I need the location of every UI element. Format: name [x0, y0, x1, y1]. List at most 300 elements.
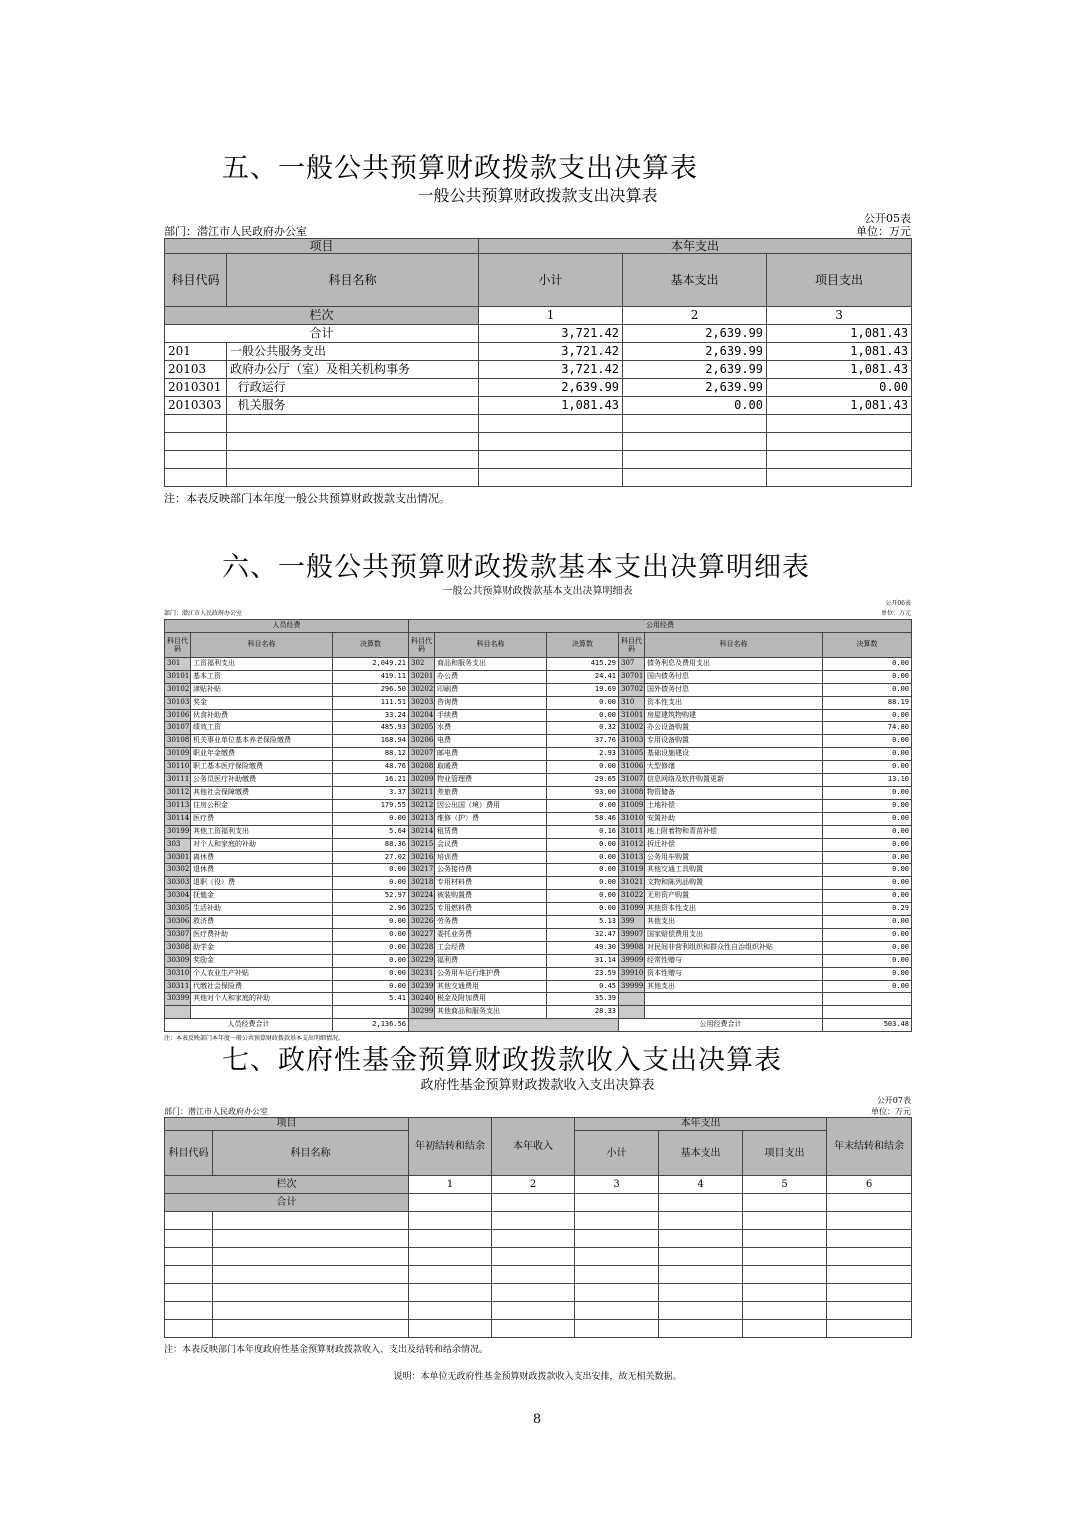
public-code: 30226 — [409, 916, 435, 929]
person-code: 30303 — [165, 877, 191, 890]
person-amount: 27.02 — [333, 851, 409, 864]
person-code: 301 — [165, 657, 191, 670]
person-amount: 179.55 — [333, 799, 409, 812]
public-amount: 93.00 — [547, 786, 619, 799]
person-amount: 485.93 — [333, 722, 409, 735]
other-name: 国内债务付息 — [645, 670, 823, 683]
empty-row — [165, 1248, 912, 1266]
table-6-block — [164, 582, 911, 1042]
public-code: 30217 — [409, 864, 435, 877]
header-name: 科目名称 — [645, 632, 823, 657]
empty-row — [165, 415, 912, 433]
person-name: 救济费 — [191, 916, 333, 929]
other-code: 31011 — [619, 825, 645, 838]
table-row — [165, 903, 912, 916]
meta-row — [164, 225, 911, 238]
table-5-block — [164, 183, 911, 506]
other-name: 资本性赠与 — [645, 967, 823, 980]
other-name: 经常性赠与 — [645, 954, 823, 967]
col-index: 2 — [623, 307, 767, 325]
other-name: 房屋建筑物购建 — [645, 709, 823, 722]
public-amount: 0.45 — [547, 980, 619, 993]
public-amount: 0.00 — [547, 838, 619, 851]
public-amount: 0.00 — [547, 709, 619, 722]
other-name — [645, 1006, 823, 1019]
lanci-label: 栏次 — [165, 307, 479, 325]
table-row — [165, 838, 912, 851]
government-fund-table — [164, 1117, 912, 1338]
person-name: 代缴社会保险费 — [191, 980, 333, 993]
other-code: 31008 — [619, 786, 645, 799]
public-name: 咨询费 — [435, 696, 547, 709]
public-name: 公务接待费 — [435, 864, 547, 877]
person-amount: 419.11 — [333, 670, 409, 683]
row-basic: 0.00 — [623, 397, 767, 415]
public-amount: 49.30 — [547, 941, 619, 954]
public-name: 被装购置费 — [435, 890, 547, 903]
person-name — [191, 1006, 333, 1019]
person-code: 30113 — [165, 799, 191, 812]
other-code: 31007 — [619, 774, 645, 787]
public-name: 其他交通费用 — [435, 980, 547, 993]
empty-row — [165, 469, 912, 487]
public-code: 30213 — [409, 812, 435, 825]
table-row — [165, 825, 912, 838]
other-amount: 0.00 — [823, 812, 912, 825]
header-year-income: 本年收入 — [492, 1118, 575, 1176]
person-name: 津贴补贴 — [191, 683, 333, 696]
table-row — [165, 343, 912, 361]
public-amount: 2.93 — [547, 748, 619, 761]
other-code: 31003 — [619, 735, 645, 748]
table-row — [165, 1006, 912, 1019]
person-code: 30301 — [165, 851, 191, 864]
person-code: 30110 — [165, 761, 191, 774]
person-amount: 0.00 — [333, 967, 409, 980]
total-label: 合计 — [165, 1194, 409, 1212]
section-5-heading: 五、一般公共预算财政拨款支出决算表 — [222, 153, 698, 184]
public-name: 专用材料费 — [435, 877, 547, 890]
table-row — [165, 890, 912, 903]
public-name: 专用燃料费 — [435, 903, 547, 916]
person-amount: 16.21 — [333, 774, 409, 787]
page-number: 8 — [532, 1412, 542, 1427]
row-subtotal: 3,721.42 — [479, 361, 623, 379]
public-name: 其他商品和服务支出 — [435, 1006, 547, 1019]
person-name: 伙食补助费 — [191, 709, 333, 722]
person-name: 医疗费 — [191, 812, 333, 825]
person-amount: 0.00 — [333, 941, 409, 954]
person-code: 30106 — [165, 709, 191, 722]
other-name: 国外债务付息 — [645, 683, 823, 696]
other-code: 39907 — [619, 928, 645, 941]
row-code: 201 — [165, 343, 227, 361]
other-amount: 0.00 — [823, 735, 912, 748]
table-row — [165, 851, 912, 864]
header-code: 科目代码 — [165, 254, 227, 307]
other-amount: 0.00 — [823, 864, 912, 877]
meta-row — [164, 1106, 911, 1117]
public-name: 劳务费 — [435, 916, 547, 929]
person-amount: 0.00 — [333, 928, 409, 941]
person-name: 机关事业单位基本养老保险缴费 — [191, 735, 333, 748]
public-code: 30202 — [409, 683, 435, 696]
other-amount: 0.00 — [823, 967, 912, 980]
person-amount: 0.00 — [333, 980, 409, 993]
person-amount: 0.00 — [333, 877, 409, 890]
table-row — [165, 954, 912, 967]
person-name: 绩效工资 — [191, 722, 333, 735]
other-name: 对民间非营利组织和群众性自治组织补贴 — [645, 941, 823, 954]
other-name: 其他资本性支出 — [645, 903, 823, 916]
header-basic: 基本支出 — [623, 254, 767, 307]
other-amount: 0.00 — [823, 838, 912, 851]
col-index: 6 — [827, 1176, 912, 1194]
other-name: 信息网络及软件购置更新 — [645, 774, 823, 787]
empty-row — [165, 1302, 912, 1320]
table-row — [165, 812, 912, 825]
public-name: 福利费 — [435, 954, 547, 967]
public-amount: 37.76 — [547, 735, 619, 748]
other-name: 土地补偿 — [645, 799, 823, 812]
person-amount: 48.76 — [333, 761, 409, 774]
other-code: 31013 — [619, 851, 645, 864]
table-row — [165, 993, 912, 1006]
table-row — [165, 696, 912, 709]
section-7-heading: 七、政府性基金预算财政拨款收入支出决算表 — [222, 1045, 782, 1076]
other-amount: 0.00 — [823, 799, 912, 812]
public-name: 电费 — [435, 735, 547, 748]
public-amount: 0.00 — [547, 903, 619, 916]
other-amount: 0.00 — [823, 825, 912, 838]
public-code: 30205 — [409, 722, 435, 735]
person-name: 住房公积金 — [191, 799, 333, 812]
other-amount: 0.00 — [823, 877, 912, 890]
public-name: 印刷费 — [435, 683, 547, 696]
other-name: 无形资产购置 — [645, 890, 823, 903]
other-amount: 0.00 — [823, 916, 912, 929]
public-name: 委托业务费 — [435, 928, 547, 941]
person-code: 30302 — [165, 864, 191, 877]
row-project: 1,081.43 — [767, 343, 912, 361]
other-name: 债务利息及费用支出 — [645, 657, 823, 670]
row-basic: 2,639.99 — [623, 343, 767, 361]
other-amount: 0.00 — [823, 954, 912, 967]
public-amount: 5.13 — [547, 916, 619, 929]
person-amount: 88.12 — [333, 748, 409, 761]
other-code: 31099 — [619, 903, 645, 916]
other-name: 基础设施建设 — [645, 748, 823, 761]
person-code: 30307 — [165, 928, 191, 941]
table-row — [165, 980, 912, 993]
other-code: 31006 — [619, 761, 645, 774]
row-code: 2010301 — [165, 379, 227, 397]
form-number: 公开05表 — [864, 212, 911, 225]
public-amount: 19.69 — [547, 683, 619, 696]
header-amount: 决算数 — [823, 632, 912, 657]
row-name: 机关服务 — [227, 397, 479, 415]
other-name: 地上附着物和青苗补偿 — [645, 825, 823, 838]
table-row — [165, 722, 912, 735]
public-code: 30231 — [409, 967, 435, 980]
person-name: 其他社会保障缴费 — [191, 786, 333, 799]
public-name: 税金及附加费用 — [435, 993, 547, 1006]
other-amount: 0.00 — [823, 941, 912, 954]
table-row — [165, 397, 912, 415]
other-amount: 0.00 — [823, 980, 912, 993]
unit-label: 单位：万元 — [871, 1107, 911, 1116]
table-row — [165, 877, 912, 890]
public-name: 租赁费 — [435, 825, 547, 838]
other-name: 安置补助 — [645, 812, 823, 825]
person-amount: 33.24 — [333, 709, 409, 722]
header-subtotal: 小计 — [575, 1131, 659, 1176]
public-amount: 0.00 — [547, 696, 619, 709]
expenditure-table — [164, 238, 912, 487]
header-subtotal: 小计 — [479, 254, 623, 307]
person-amount: 168.94 — [333, 735, 409, 748]
empty-row — [165, 1230, 912, 1248]
header-code: 科目代码 — [409, 632, 435, 657]
person-code: 30109 — [165, 748, 191, 761]
header-name: 科目名称 — [213, 1131, 409, 1176]
person-name: 奖励金 — [191, 954, 333, 967]
person-code: 30103 — [165, 696, 191, 709]
table-note: 注：本表反映部门本年度一般公共预算财政拨款基本支出明细情况。 — [164, 1035, 345, 1043]
other-amount: 0.00 — [823, 657, 912, 670]
public-amount: 0.16 — [547, 825, 619, 838]
form-number: 公开07表 — [876, 1096, 911, 1105]
other-amount: 13.10 — [823, 774, 912, 787]
col-index: 5 — [743, 1176, 827, 1194]
header-amount: 决算数 — [333, 632, 409, 657]
other-amount: 0.00 — [823, 709, 912, 722]
other-name: 物资储备 — [645, 786, 823, 799]
table-row — [165, 774, 912, 787]
public-code: 30215 — [409, 838, 435, 851]
unit-label: 单位：万元 — [880, 610, 911, 617]
person-code: 30101 — [165, 670, 191, 683]
public-amount: 0.00 — [547, 890, 619, 903]
other-code: 399 — [619, 916, 645, 929]
person-name: 其他工资福利支出 — [191, 825, 333, 838]
person-name: 工资福利支出 — [191, 657, 333, 670]
public-code: 30204 — [409, 709, 435, 722]
other-amount: 0.00 — [823, 786, 912, 799]
header-amount: 决算数 — [547, 632, 619, 657]
public-code: 30240 — [409, 993, 435, 1006]
table-6-title: 一般公共预算财政拨款基本支出决算明细表 — [442, 586, 633, 597]
person-amount: 3.37 — [333, 786, 409, 799]
row-code: 20103 — [165, 361, 227, 379]
person-name: 职工基本医疗保险缴费 — [191, 761, 333, 774]
empty-row — [165, 451, 912, 469]
person-code: 30112 — [165, 786, 191, 799]
public-name: 商品和服务支出 — [435, 657, 547, 670]
public-code: 30212 — [409, 799, 435, 812]
person-code — [165, 1006, 191, 1019]
table-row — [165, 657, 912, 670]
header-year-expenditure: 本年支出 — [575, 1118, 827, 1131]
person-amount: 0.00 — [333, 916, 409, 929]
other-name: 拆迁补偿 — [645, 838, 823, 851]
header-project: 项目支出 — [743, 1131, 827, 1176]
person-code: 30399 — [165, 993, 191, 1006]
public-name: 公务用车运行维护费 — [435, 967, 547, 980]
public-code: 30214 — [409, 825, 435, 838]
person-code: 30311 — [165, 980, 191, 993]
other-amount: 0.00 — [823, 761, 912, 774]
col-index: 1 — [479, 307, 623, 325]
public-code: 30208 — [409, 761, 435, 774]
col-index: 2 — [492, 1176, 575, 1194]
person-code: 30199 — [165, 825, 191, 838]
public-name: 差旅费 — [435, 786, 547, 799]
other-name — [645, 993, 823, 1006]
public-code: 30206 — [409, 735, 435, 748]
person-name: 助学金 — [191, 941, 333, 954]
form-number: 公开06表 — [885, 600, 911, 607]
person-amount: 52.97 — [333, 890, 409, 903]
header-begin-balance: 年初结转和结余 — [409, 1118, 492, 1176]
lanci-label: 栏次 — [165, 1176, 409, 1194]
person-amount: 2.96 — [333, 903, 409, 916]
public-code: 30239 — [409, 980, 435, 993]
header-end-balance: 年末结转和结余 — [827, 1118, 912, 1176]
table-row — [165, 709, 912, 722]
table-note: 注：本表反映部门本年度一般公共预算财政拨款支出情况。 — [164, 492, 450, 505]
public-amount: 0.32 — [547, 722, 619, 735]
public-amount: 0.00 — [547, 761, 619, 774]
total-basic: 2,639.99 — [623, 325, 767, 343]
person-code: 30102 — [165, 683, 191, 696]
person-name: 基本工资 — [191, 670, 333, 683]
other-code: 31022 — [619, 890, 645, 903]
table-row — [165, 361, 912, 379]
public-amount: 0.00 — [547, 864, 619, 877]
public-amount: 29.65 — [547, 774, 619, 787]
other-amount: 0.00 — [823, 890, 912, 903]
public-amount: 0.00 — [547, 877, 619, 890]
total-subtotal: 3,721.42 — [479, 325, 623, 343]
other-name: 办公设备购置 — [645, 722, 823, 735]
row-basic: 2,639.99 — [623, 379, 767, 397]
row-name: 行政运行 — [227, 379, 479, 397]
other-amount: 0.00 — [823, 670, 912, 683]
header-name: 科目名称 — [435, 632, 547, 657]
person-amount: 88.36 — [333, 838, 409, 851]
person-amount: 0.00 — [333, 954, 409, 967]
public-name: 培训费 — [435, 851, 547, 864]
person-code: 30111 — [165, 774, 191, 787]
person-amount: 0.00 — [333, 864, 409, 877]
public-code: 30218 — [409, 877, 435, 890]
other-amount: 0.00 — [823, 683, 912, 696]
table-row — [165, 786, 912, 799]
person-name: 对个人和家庭的补助 — [191, 838, 333, 851]
unit-label: 单位：万元 — [856, 225, 911, 238]
table-7-block — [164, 1074, 911, 1382]
other-code: 31021 — [619, 877, 645, 890]
other-amount: 0.00 — [823, 748, 912, 761]
person-name: 职业年金缴费 — [191, 748, 333, 761]
other-code: 31009 — [619, 799, 645, 812]
col-index: 4 — [659, 1176, 743, 1194]
other-code: 30701 — [619, 670, 645, 683]
person-amount — [333, 1006, 409, 1019]
person-name: 抚恤金 — [191, 890, 333, 903]
header-public-expense: 公用经费 — [409, 620, 912, 633]
col-index: 1 — [409, 1176, 492, 1194]
public-code: 30216 — [409, 851, 435, 864]
header-name: 科目名称 — [227, 254, 479, 307]
other-name: 国家赔偿费用支出 — [645, 928, 823, 941]
table-row — [165, 916, 912, 929]
person-total-label: 人员经费合计 — [165, 1019, 333, 1032]
public-total: 503.48 — [823, 1019, 912, 1032]
public-amount: 58.46 — [547, 812, 619, 825]
public-amount: 0.00 — [547, 799, 619, 812]
person-amount: 0.00 — [333, 812, 409, 825]
person-amount: 5.41 — [333, 993, 409, 1006]
header-item: 项目 — [165, 1118, 409, 1131]
other-code: 31001 — [619, 709, 645, 722]
person-name: 其他对个人和家庭的补助 — [191, 993, 333, 1006]
public-code: 30227 — [409, 928, 435, 941]
public-code: 302 — [409, 657, 435, 670]
table-row — [165, 967, 912, 980]
public-name: 水费 — [435, 722, 547, 735]
total-project: 1,081.43 — [767, 325, 912, 343]
other-name: 专用设备购置 — [645, 735, 823, 748]
person-name: 奖金 — [191, 696, 333, 709]
empty-row — [165, 1212, 912, 1230]
person-name: 生活补助 — [191, 903, 333, 916]
public-total-label: 公用经费合计 — [619, 1019, 823, 1032]
other-amount: 74.80 — [823, 722, 912, 735]
public-amount: 35.39 — [547, 993, 619, 1006]
public-amount: 28.33 — [547, 1006, 619, 1019]
department-label: 部门：潜江市人民政府办公室 — [164, 225, 307, 238]
department-label: 部门：潜江市人民政府办公室 — [164, 1107, 268, 1116]
public-amount: 31.14 — [547, 954, 619, 967]
person-name: 医疗费补助 — [191, 928, 333, 941]
public-name: 取暖费 — [435, 761, 547, 774]
table-row — [165, 379, 912, 397]
person-amount: 111.51 — [333, 696, 409, 709]
person-amount: 5.64 — [333, 825, 409, 838]
person-code: 303 — [165, 838, 191, 851]
row-project: 0.00 — [767, 379, 912, 397]
public-name: 工会经费 — [435, 941, 547, 954]
table-5-title: 一般公共预算财政拨款支出决算表 — [417, 186, 658, 205]
table-row — [165, 748, 912, 761]
table-row — [165, 670, 912, 683]
empty-row — [165, 1284, 912, 1302]
other-code: 31002 — [619, 722, 645, 735]
empty-row — [165, 1320, 912, 1338]
other-amount: 0.29 — [823, 903, 912, 916]
public-code: 30299 — [409, 1006, 435, 1019]
person-name: 退职（役）费 — [191, 877, 333, 890]
public-name: 邮电费 — [435, 748, 547, 761]
other-code: 39910 — [619, 967, 645, 980]
person-code: 30306 — [165, 916, 191, 929]
row-project: 1,081.43 — [767, 361, 912, 379]
row-project: 1,081.43 — [767, 397, 912, 415]
person-name: 公务员医疗补助缴费 — [191, 774, 333, 787]
basic-expenditure-detail-table — [164, 619, 912, 1032]
